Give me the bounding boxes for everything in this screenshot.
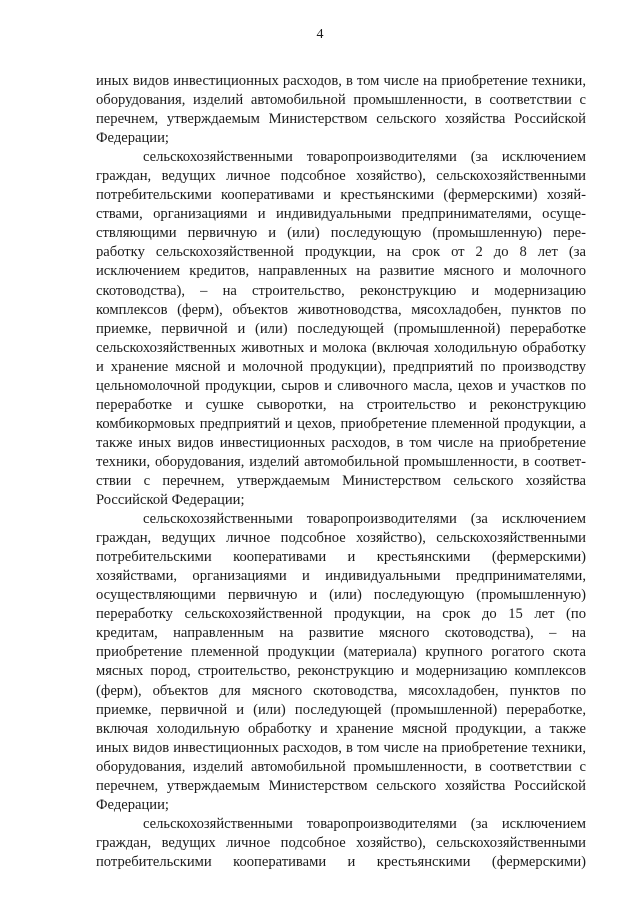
text-line: Федерации; xyxy=(96,796,169,813)
text-line: перечнем, утверждаемым Министерством сельского хозяйства Российской xyxy=(96,111,586,128)
paragraph xyxy=(96,815,586,872)
text-line: потребительскими кооперативами и крестьянскими (фермерскими) xyxy=(96,853,586,870)
text-line: потребительскими кооперативами и крестьянскими (фермерскими) xyxy=(96,549,586,566)
text-line: также иных видов инвестиционных расходов, в том числе на приобретение xyxy=(96,434,586,451)
text-line: потребительскими кооперативами и крестьянскими (фермерскими) хозяй- xyxy=(96,187,586,204)
text-line: переработку сельскохозяйственной продукции, на срок до 15 лет (по xyxy=(96,606,586,623)
text-line: ствии с перечнем, утверждаемым Министерством сельского хозяйства xyxy=(96,472,586,489)
text-line: граждан, ведущих личное подсобное хозяйство), сельскохозяйственными xyxy=(96,168,586,185)
text-line: исключением кредитов, направленных на развитие мясного и молочного xyxy=(96,263,586,280)
text-line: ствами, организациями и индивидуальными предпринимателями, осуще- xyxy=(96,206,586,223)
text-line: иных видов инвестиционных расходов, в том числе на приобретение техники, xyxy=(96,73,586,89)
paragraph xyxy=(96,148,586,510)
text-line: переработке и сушке сыворотки, на строительство и реконструкцию xyxy=(96,396,586,413)
text-line: граждан, ведущих личное подсобное хозяйство), сельскохозяйственными xyxy=(96,834,586,851)
text-line: приобретение племенной продукции (материала) крупного рогатого скота xyxy=(96,644,586,661)
text-line: хозяйствами, организациями и индивидуальными предпринимателями, xyxy=(96,568,586,585)
text-line: сельскохозяйственных животных и молока (включая холодильную обработку xyxy=(96,339,586,356)
text-line: сельскохозяйственными товаропроизводителями (за исключением xyxy=(143,511,586,528)
text-line: включая холодильную обработку и хранение мясной продукции, а также xyxy=(96,720,586,737)
document-body xyxy=(96,72,586,872)
text-line: сельскохозяйственными товаропроизводителями (за исключением xyxy=(143,815,586,832)
text-line: приемке, первичной и (или) последующей (промышленной) переработке xyxy=(96,320,586,337)
text-line: Российской Федерации; xyxy=(96,492,245,509)
text-line: кредитам, направленным на развитие мясного скотоводства), – на xyxy=(96,625,586,642)
text-line: комплексов (ферм), объектов животноводства, мясохладобен, пунктов по xyxy=(96,301,586,318)
text-line: приемке, первичной и (или) последующей (промышленной) переработке, xyxy=(96,701,586,718)
text-line: и хранение мясной и молочной продукции), предприятий по производству xyxy=(96,358,586,375)
text-line: работку сельскохозяйственной продукции, на срок от 2 до 8 лет (за xyxy=(96,244,586,261)
paragraph xyxy=(96,510,586,815)
paragraph xyxy=(96,72,586,148)
text-line: комбикормовых предприятий и цехов, приобретение племенной продукции, а xyxy=(96,415,586,432)
text-line: оборудования, изделий автомобильной промышленности, в соответствии с xyxy=(96,758,586,775)
text-line: цельномолочной продукции, сыров и сливочного масла, цехов и участков по xyxy=(96,377,586,394)
text-line: (ферм), объектов для мясного скотоводства, мясохладобен, пунктов по xyxy=(96,682,586,699)
text-line: осуществляющими первичную и (или) последующую (промышленную) xyxy=(96,587,586,604)
text-line: оборудования, изделий автомобильной промышленности, в соответствии с xyxy=(96,92,586,109)
text-line: скотоводства), – на строительство, реконструкцию и модернизацию xyxy=(96,282,586,299)
page-number: 4 xyxy=(316,27,324,42)
text-line: мясных пород, строительство, реконструкцию и модернизацию комплексов xyxy=(96,663,586,680)
text-line: ствляющими первичную и (или) последующую (промышленную) пере- xyxy=(96,225,586,242)
text-line: техники, оборудования, изделий автомобильной промышленности, в соответ- xyxy=(96,453,586,470)
text-line: иных видов инвестиционных расходов, в том числе на приобретение техники, xyxy=(96,739,586,756)
text-line: перечнем, утверждаемым Министерством сельского хозяйства Российской xyxy=(96,777,586,794)
text-line: сельскохозяйственными товаропроизводителями (за исключением xyxy=(143,149,586,166)
text-line: Федерации; xyxy=(96,130,169,147)
text-line: граждан, ведущих личное подсобное хозяйство), сельскохозяйственными xyxy=(96,530,586,547)
